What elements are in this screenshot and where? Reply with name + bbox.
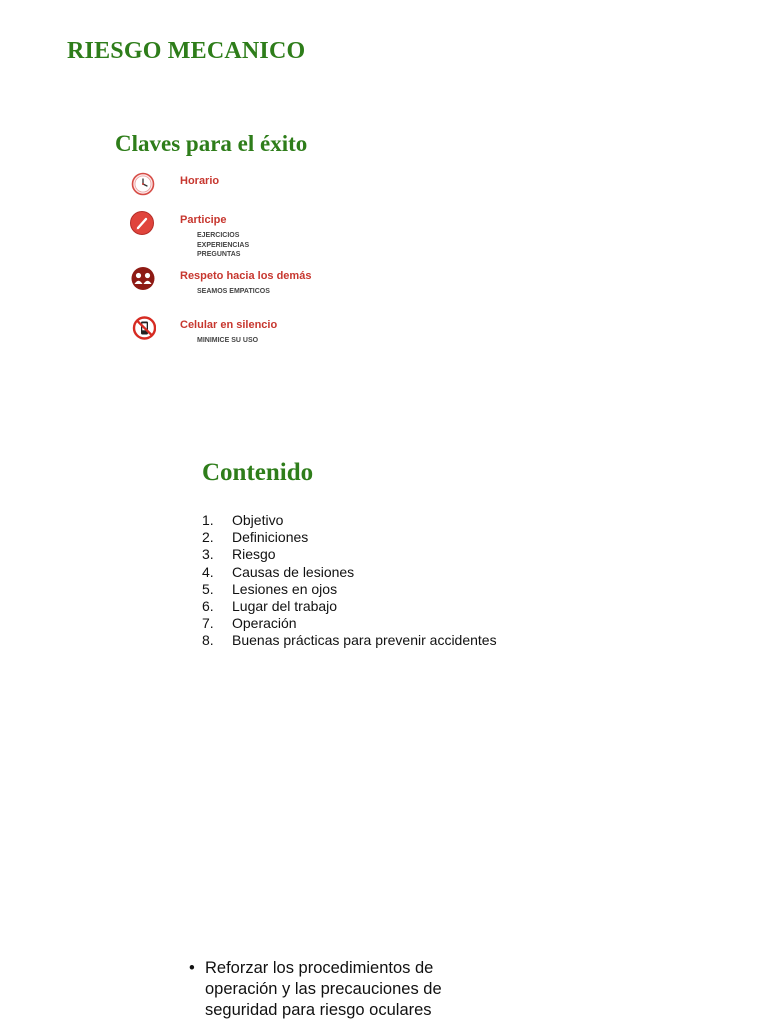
contenido-list — [202, 512, 497, 650]
list-item — [202, 598, 497, 615]
list-item — [202, 615, 497, 632]
list-item-number: 1. — [202, 512, 214, 528]
claves-item-label: Horario — [180, 175, 220, 187]
people-icon — [130, 266, 156, 292]
list-item — [202, 512, 497, 529]
contenido-title: Contenido — [202, 459, 314, 486]
list-item — [202, 546, 497, 563]
bullet-dot: • — [189, 959, 195, 977]
claves-sub-item: PREGUNTAS — [197, 251, 241, 258]
list-item-text: Definiciones — [232, 529, 309, 546]
list-item-text: Riesgo — [232, 546, 276, 563]
claves-item-subs — [197, 287, 270, 297]
list-item-number: 4. — [202, 563, 214, 580]
list-item — [202, 529, 497, 546]
list-item-number: 8. — [202, 632, 214, 649]
claves-item-label: Celular en silencio — [180, 319, 278, 331]
claves-item-label: Participe — [180, 214, 227, 226]
claves-sub-item: EXPERIENCIAS — [197, 241, 250, 249]
list-item-number: 3. — [202, 546, 214, 563]
list-item-text: Buenas prácticas para prevenir accidentes — [232, 632, 497, 649]
bullet-text: Reforzar los procedimientos de operación y las precauciones de seguridad para riesgo oculares — [205, 959, 442, 1019]
document-title: RIESGO MECANICO — [67, 38, 306, 64]
list-item-number: 6. — [202, 597, 214, 614]
list-item-text: Operación — [232, 615, 297, 632]
list-item-number: 5. — [202, 580, 214, 597]
list-item-number: 7. — [202, 615, 214, 632]
list-item — [202, 581, 497, 598]
claves-item-label: Respeto hacia los demás — [180, 270, 312, 282]
claves-item-subs — [197, 336, 258, 346]
claves-sub-item: EJERCICIOS — [197, 232, 240, 239]
clock-icon — [130, 171, 156, 197]
list-item-number: 2. — [202, 529, 214, 546]
list-item-text: Lesiones en ojos — [232, 580, 338, 597]
claves-sub-item: SEAMOS EMPATICOS — [197, 288, 270, 295]
claves-title: Claves para el éxito — [115, 131, 308, 156]
list-item — [202, 564, 497, 581]
bullet-point — [189, 958, 489, 1021]
claves-sub-item: MINIMICE SU USO — [197, 337, 259, 344]
list-item-text: Lugar del trabajo — [232, 597, 338, 614]
list-item-text: Causas de lesiones — [232, 563, 355, 580]
claves-item-subs — [197, 231, 249, 260]
list-item-text: Objetivo — [232, 512, 284, 528]
list-item — [202, 632, 497, 649]
pencil-icon — [130, 210, 156, 236]
no-phone-icon — [130, 315, 156, 341]
